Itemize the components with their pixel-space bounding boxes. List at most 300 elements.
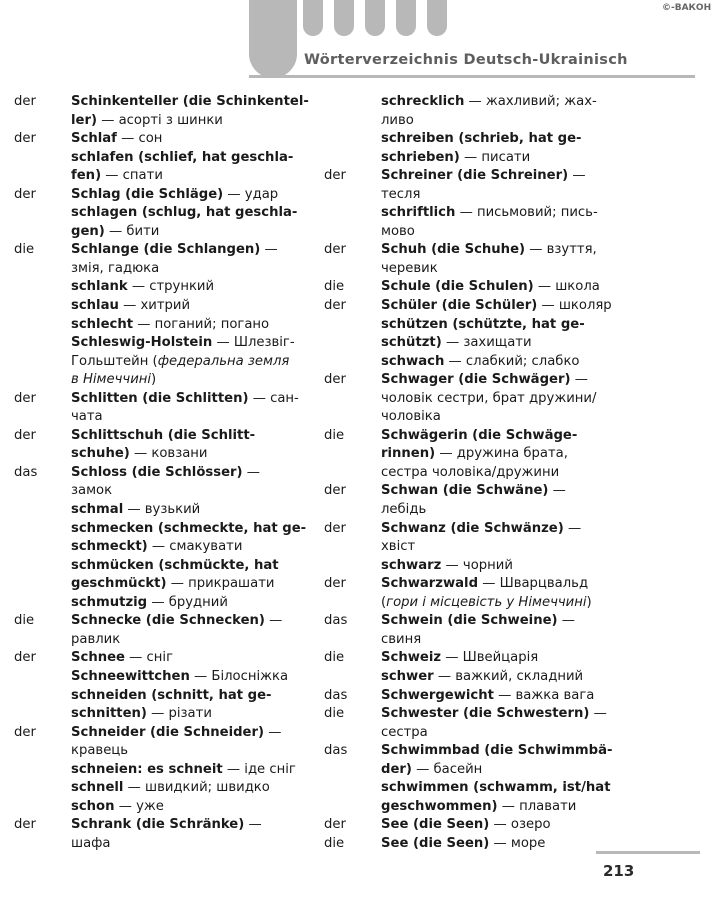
- entry-translation: —: [563, 520, 582, 536]
- entry-headword: See (die Seen): [381, 835, 490, 851]
- entry-translation: сестра: [381, 724, 428, 740]
- entry-translation: ): [151, 372, 157, 388]
- entry-translation: —: [264, 613, 283, 629]
- entry-article: der: [324, 168, 346, 184]
- entry-headword: Schwägerin (die Schwäge-: [381, 427, 578, 443]
- entry-line: [381, 353, 614, 372]
- entry-headword: schlafen (schlief, hat geschla-: [71, 149, 294, 165]
- entry-line: [381, 408, 614, 427]
- entry-translation: хвіст: [381, 539, 416, 555]
- entry-translation: чоловіка: [381, 409, 441, 425]
- entry-headword: schnell: [71, 780, 124, 796]
- entry-article: die: [324, 706, 345, 722]
- entry-translation: —: [264, 724, 282, 740]
- entry-line: [381, 130, 614, 149]
- dictionary-entry: [324, 130, 614, 167]
- entry-article: die: [324, 279, 345, 295]
- entry-headword: Schlag (die Schläge): [71, 186, 224, 202]
- entry-article: das: [324, 687, 348, 703]
- entry-line: [71, 668, 310, 687]
- entry-translation: — озеро: [489, 817, 551, 833]
- entry-translation: — взуття,: [525, 242, 597, 258]
- entry-line: [71, 761, 310, 780]
- entry-headword: Schlange (die Schlangen): [71, 242, 261, 258]
- entry-headword: Schwein (die Schweine): [381, 613, 558, 629]
- entry-headword: schlecht: [71, 316, 134, 332]
- dictionary-entry: [324, 557, 614, 576]
- entry-translation: —: [244, 817, 262, 833]
- dictionary-entry: [14, 93, 310, 130]
- entry-headword: rinnen): [381, 446, 436, 462]
- entry-line: [71, 631, 310, 650]
- entry-article: das: [324, 743, 348, 759]
- page-number: 213: [603, 862, 635, 880]
- entry-article: der: [324, 576, 346, 592]
- entry-line: [381, 816, 614, 835]
- dictionary-entry: [324, 371, 614, 427]
- entry-headword: schon: [71, 798, 115, 814]
- entry-headword: schwarz: [381, 557, 442, 573]
- dictionary-entry: [324, 427, 614, 483]
- entry-line: [381, 241, 614, 260]
- entry-headword: geschmückt): [71, 576, 167, 592]
- dictionary-entry: [14, 779, 310, 798]
- entry-headword: Schwester (die Schwestern): [381, 706, 590, 722]
- entry-translation: лебідь: [381, 502, 427, 518]
- entry-article: die: [324, 835, 345, 851]
- entry-line: [381, 594, 614, 613]
- header-decor-bar: [334, 0, 354, 36]
- entry-article: der: [324, 372, 346, 388]
- entry-line: [71, 167, 310, 186]
- entry-headword: schnitten): [71, 706, 147, 722]
- dictionary-entry: [14, 464, 310, 501]
- entry-headword: schmeckt): [71, 539, 148, 555]
- dictionary-entry: [324, 241, 614, 278]
- entry-line: [71, 575, 310, 594]
- entry-headword: ler): [71, 112, 97, 128]
- entry-translation: — жахливий; жах-: [464, 94, 597, 109]
- dictionary-entry: [324, 649, 614, 668]
- dictionary-entry: [324, 816, 614, 835]
- entry-headword: See (die Seen): [381, 817, 490, 833]
- entry-translation: чоловік сестри, брат дружини/: [381, 390, 597, 406]
- entry-headword: schlagen (schlug, hat geschla-: [71, 205, 298, 221]
- entry-line: [71, 557, 310, 576]
- entry-translation: (: [381, 594, 387, 610]
- entry-headword: Schwan (die Schwäne): [381, 483, 549, 499]
- entry-line: [381, 464, 614, 483]
- dictionary-entry: [14, 520, 310, 557]
- entry-translation: тесля: [381, 186, 421, 202]
- entry-translation: змія, гадюка: [71, 260, 160, 276]
- entry-translation: — чорний: [441, 557, 513, 573]
- header-decor-bar: [396, 0, 416, 36]
- dictionary-entry: [324, 687, 614, 706]
- entry-line: [71, 186, 310, 205]
- dictionary-entry: [14, 594, 310, 613]
- entry-translation: —: [242, 464, 260, 480]
- dictionary-entry: [324, 204, 614, 241]
- entry-headword: fen): [71, 168, 102, 184]
- entry-headword: Schneider (die Schneider): [71, 724, 265, 740]
- entry-line: [71, 724, 310, 743]
- entry-headword: Schwager (die Schwäger): [381, 372, 571, 388]
- entry-translation: равлик: [71, 631, 121, 647]
- entry-line: [381, 260, 614, 279]
- entry-translation: — прикрашати: [166, 576, 275, 592]
- entry-translation: — іде сніг: [222, 761, 296, 777]
- entry-translation: — слабкий; слабко: [444, 353, 580, 369]
- dictionary-entry: [14, 186, 310, 205]
- dictionary-entry: [14, 149, 310, 186]
- entry-line: [71, 149, 310, 168]
- entry-headword: schuhe): [71, 446, 130, 462]
- entry-line: [381, 520, 614, 539]
- entry-headword: gen): [71, 223, 105, 239]
- entry-headword: Schreiner (die Schreiner): [381, 168, 569, 184]
- entry-translation: — хитрий: [118, 298, 191, 314]
- dictionary-entry: [14, 761, 310, 780]
- entry-line: [381, 371, 614, 390]
- dictionary-entry: [14, 557, 310, 594]
- entry-article: der: [14, 94, 36, 109]
- entry-line: [71, 204, 310, 223]
- entry-line: [71, 93, 310, 112]
- entry-article: der: [14, 131, 36, 147]
- entry-translation: — сон: [116, 131, 163, 147]
- entry-translation: замок: [71, 483, 113, 499]
- entry-translation: — Шварцвальд: [478, 576, 589, 592]
- entry-headword: Schleswig-Holstein: [71, 335, 213, 351]
- dictionary-entry: [14, 278, 310, 297]
- entry-headword: Schloss (die Schlösser): [71, 464, 243, 480]
- entry-headword: Schule (die Schulen): [381, 279, 534, 295]
- entry-line: [71, 316, 310, 335]
- entry-translation: кравець: [71, 743, 129, 759]
- entry-headword: Schlaf: [71, 131, 117, 147]
- entry-note: в Німеччині: [71, 372, 152, 388]
- entry-translation: шафа: [71, 835, 111, 851]
- entry-line: [71, 816, 310, 835]
- entry-headword: Schlitten (die Schlitten): [71, 390, 249, 406]
- entry-line: [71, 278, 310, 297]
- entry-line: [381, 223, 614, 242]
- dictionary-entry: [14, 297, 310, 316]
- entry-translation: — поганий; погано: [133, 316, 270, 332]
- entry-line: [71, 464, 310, 483]
- entry-line: [381, 835, 614, 854]
- entry-translation: — дружина брата,: [435, 446, 568, 462]
- entry-note: гори і місцевість у Німеччині: [386, 594, 587, 610]
- dictionary-entry: [14, 816, 310, 853]
- entry-translation: — Білосніжка: [189, 668, 289, 684]
- entry-translation: — сан-: [248, 390, 299, 406]
- entry-headword: Schrank (die Schränke): [71, 817, 245, 833]
- entry-translation: —: [570, 372, 588, 388]
- entry-line: [381, 390, 614, 409]
- entry-line: [71, 241, 310, 260]
- entry-translation: — вузький: [123, 502, 201, 518]
- footer-rule: [596, 851, 700, 854]
- dictionary-column-left: [14, 93, 310, 853]
- entry-translation: чата: [71, 409, 103, 425]
- entry-line: [71, 445, 310, 464]
- entry-article: die: [14, 613, 35, 629]
- entry-line: [71, 779, 310, 798]
- entry-line: [71, 742, 310, 761]
- entry-headword: Schlittschuh (die Schlitt-: [71, 427, 256, 443]
- entry-headword: Schweiz: [381, 650, 442, 666]
- entry-translation: — плавати: [497, 798, 577, 814]
- entry-translation: — брудний: [147, 594, 228, 610]
- entry-translation: — писати: [459, 149, 531, 165]
- entry-line: [71, 334, 310, 353]
- entry-headword: schützen (schützte, hat ge-: [381, 316, 585, 332]
- entry-translation: —: [260, 242, 278, 258]
- header-rule: [249, 75, 695, 78]
- dictionary-entry: [324, 835, 614, 854]
- entry-line: [381, 742, 614, 761]
- entry-line: [381, 316, 614, 335]
- dictionary-entry: [324, 668, 614, 687]
- entry-headword: schmutzig: [71, 594, 148, 610]
- entry-article: das: [14, 464, 38, 480]
- entry-headword: schrecklich: [381, 94, 465, 109]
- entry-line: [381, 575, 614, 594]
- entry-headword: Schinkenteller (die Schinkentel-: [71, 94, 309, 109]
- entry-headword: schneien: es schneit: [71, 761, 223, 777]
- entry-translation: — спати: [101, 168, 163, 184]
- entry-translation: — швидкий; швидко: [123, 780, 270, 796]
- entry-line: [381, 687, 614, 706]
- entry-translation: — удар: [223, 186, 279, 202]
- entry-line: [381, 557, 614, 576]
- entry-line: [381, 445, 614, 464]
- entry-translation: —: [589, 706, 607, 722]
- entry-article: der: [324, 817, 346, 833]
- entry-translation: — письмовий; пись-: [455, 205, 598, 221]
- entry-translation: — стрункий: [127, 279, 215, 295]
- entry-line: [381, 649, 614, 668]
- header-tab: [249, 0, 297, 78]
- entry-translation: — різати: [146, 706, 212, 722]
- dictionary-entry: [14, 130, 310, 149]
- dictionary-entry: [14, 724, 310, 761]
- entry-headword: Schuh (die Schuhe): [381, 242, 526, 258]
- entry-article: der: [14, 390, 36, 406]
- dictionary-entry: [324, 779, 614, 816]
- entry-headword: Schnee: [71, 650, 125, 666]
- entry-line: [381, 668, 614, 687]
- entry-article: das: [324, 613, 348, 629]
- publisher-logo: ©-ВАКОН: [662, 3, 711, 13]
- dictionary-entry: [324, 167, 614, 204]
- dictionary-entry: [324, 316, 614, 353]
- entry-headword: schlank: [71, 279, 128, 295]
- entry-translation: — захищати: [441, 335, 532, 351]
- entry-article: die: [324, 650, 345, 666]
- entry-headword: Schüler (die Schüler): [381, 298, 538, 314]
- entry-translation: — уже: [114, 798, 164, 814]
- dictionary-entry: [14, 668, 310, 687]
- entry-line: [381, 798, 614, 817]
- dictionary-entry: [14, 649, 310, 668]
- dictionary-entry: [324, 520, 614, 557]
- entry-translation: свиня: [381, 631, 422, 647]
- dictionary-entry: [14, 798, 310, 817]
- entry-line: [381, 167, 614, 186]
- entry-translation: —: [548, 483, 566, 499]
- entry-line: [381, 278, 614, 297]
- entry-line: [381, 761, 614, 780]
- entry-headword: schwach: [381, 353, 445, 369]
- dictionary-entry: [14, 501, 310, 520]
- header-decor-bar: [303, 0, 323, 36]
- entry-translation: — важка вага: [493, 687, 595, 703]
- entry-article: der: [324, 242, 346, 258]
- entry-translation: ): [586, 594, 592, 610]
- entry-line: [71, 835, 310, 854]
- dictionary-entry: [324, 278, 614, 297]
- entry-headword: schmal: [71, 502, 124, 518]
- entry-headword: Schnecke (die Schnecken): [71, 613, 265, 629]
- entry-line: [71, 427, 310, 446]
- entry-line: [71, 130, 310, 149]
- entry-translation: — Шлезвіг-: [212, 335, 295, 351]
- entry-headword: schriftlich: [381, 205, 456, 221]
- dictionary-entry: [14, 390, 310, 427]
- entry-translation: — асорті з шинки: [97, 112, 223, 128]
- entry-headword: schwimmen (schwamm, ist/hat: [381, 780, 611, 796]
- page-header-title: Wörterverzeichnis Deutsch-Ukrainisch: [304, 52, 628, 68]
- entry-translation: —: [557, 613, 575, 629]
- entry-article: die: [324, 427, 345, 443]
- entry-line: [381, 501, 614, 520]
- entry-line: [71, 649, 310, 668]
- entry-headword: Schneewittchen: [71, 668, 190, 684]
- entry-headword: schwer: [381, 668, 434, 684]
- entry-translation: черевик: [381, 260, 438, 276]
- dictionary-entry: [324, 297, 614, 316]
- entry-line: [381, 112, 614, 131]
- entry-line: [381, 612, 614, 631]
- dictionary-column-right: [324, 93, 614, 853]
- entry-article: der: [14, 817, 36, 833]
- entry-line: [381, 705, 614, 724]
- entry-article: der: [14, 186, 36, 202]
- entry-article: der: [324, 520, 346, 536]
- entry-translation: — сніг: [124, 650, 174, 666]
- entry-line: [71, 371, 310, 390]
- entry-translation: —: [568, 168, 586, 184]
- entry-headword: schmücken (schmückte, hat: [71, 557, 279, 573]
- entry-translation: — важкий, складний: [433, 668, 584, 684]
- entry-headword: schlau: [71, 298, 119, 314]
- dictionary-entry: [324, 93, 614, 130]
- entry-line: [381, 186, 614, 205]
- entry-headword: der): [381, 761, 412, 777]
- entry-line: [71, 687, 310, 706]
- entry-translation: — бити: [104, 223, 160, 239]
- entry-line: [71, 594, 310, 613]
- entry-line: [71, 353, 310, 372]
- entry-translation: сестра чоловіка/дружини: [381, 464, 560, 480]
- entry-line: [71, 482, 310, 501]
- entry-translation: — море: [489, 835, 546, 851]
- entry-headword: Schwanz (die Schwänze): [381, 520, 564, 536]
- entry-translation: — школа: [533, 279, 600, 295]
- entry-line: [71, 520, 310, 539]
- entry-line: [71, 390, 310, 409]
- dictionary-entry: [324, 742, 614, 779]
- entry-headword: schmecken (schmeckte, hat ge-: [71, 520, 307, 536]
- entry-article: der: [14, 427, 36, 443]
- dictionary-entry: [324, 575, 614, 612]
- entry-line: [381, 631, 614, 650]
- entry-headword: schrieben): [381, 149, 460, 165]
- entry-line: [71, 260, 310, 279]
- entry-line: [71, 408, 310, 427]
- entry-translation: Гольштейн (: [71, 353, 158, 369]
- entry-line: [71, 798, 310, 817]
- entry-article: der: [324, 298, 346, 314]
- entry-line: [381, 93, 614, 112]
- entry-article: der: [324, 483, 346, 499]
- entry-translation: — Швейцарія: [441, 650, 539, 666]
- entry-line: [71, 297, 310, 316]
- dictionary-entry: [14, 316, 310, 335]
- entry-line: [71, 538, 310, 557]
- dictionary-entry: [324, 482, 614, 519]
- entry-translation: — басейн: [411, 761, 483, 777]
- entry-line: [381, 204, 614, 223]
- dictionary-entry: [14, 241, 310, 278]
- dictionary-entry: [324, 705, 614, 742]
- dictionary-entry: [14, 427, 310, 464]
- entry-article: der: [14, 650, 36, 666]
- entry-note: федеральна земля: [157, 353, 290, 369]
- entry-line: [381, 149, 614, 168]
- entry-article: die: [14, 242, 35, 258]
- entry-headword: geschwommen): [381, 798, 498, 814]
- header-decor-bar: [365, 0, 385, 36]
- entry-translation: мово: [381, 223, 415, 239]
- entry-article: der: [14, 724, 36, 740]
- entry-translation: — смакувати: [147, 539, 243, 555]
- entry-headword: schreiben (schrieb, hat ge-: [381, 131, 582, 147]
- entry-line: [381, 724, 614, 743]
- dictionary-entry: [14, 687, 310, 724]
- entry-headword: Schwimmbad (die Schwimmbä-: [381, 743, 613, 759]
- entry-headword: schützt): [381, 335, 442, 351]
- entry-headword: Schwergewicht: [381, 687, 494, 703]
- entry-line: [381, 482, 614, 501]
- entry-headword: Schwarzwald: [381, 576, 479, 592]
- entry-translation: — школяр: [537, 298, 612, 314]
- dictionary-entry: [14, 204, 310, 241]
- entry-translation: ливо: [381, 112, 414, 128]
- entry-line: [71, 112, 310, 131]
- entry-headword: schneiden (schnitt, hat ge-: [71, 687, 272, 703]
- entry-line: [71, 501, 310, 520]
- entry-line: [381, 334, 614, 353]
- entry-line: [71, 705, 310, 724]
- dictionary-entry: [14, 612, 310, 649]
- entry-line: [381, 779, 614, 798]
- header-decor-bar: [427, 0, 447, 36]
- entry-line: [381, 538, 614, 557]
